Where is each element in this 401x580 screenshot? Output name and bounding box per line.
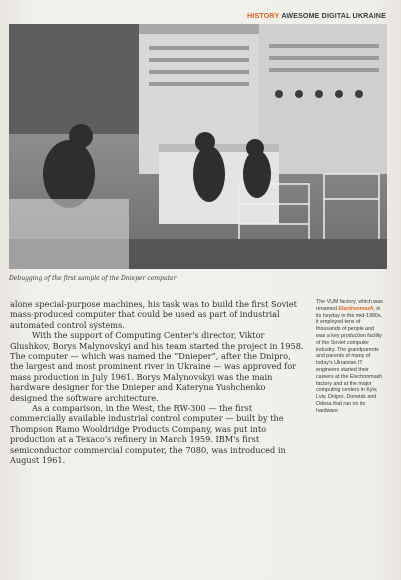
running-head <box>247 11 386 20</box>
sidebar-text-before: The VUM factory, which was renamed <box>316 299 383 312</box>
section-label: HISTORY <box>246 11 280 20</box>
sidebar-highlight: Electronmash <box>338 305 374 312</box>
sidebar-note <box>316 299 384 415</box>
historical-photo <box>9 24 387 269</box>
paragraph-3: As a comparison, in the West, the RW-300 — the first commercially available industrial control computer — built by the Thompson Ramo Wooldridge Products Company, was put into production at a Texaco's refinery in March 1959. IBM's first semiconductor commercial computer, the 7080, was introduced in August 1961. <box>10 403 286 466</box>
paragraph-2: With the support of Computing Center's director, Viktor Glushkov, Borys Malynovskyi and his team started the project in 1958. The computer — which was named the “Dnieper”, after the Dnipro, the largest and most prominent river in Ukraine — was approved for mass production in July 1961. Borys Malynovskyi was the main hardware designer for the Dnieper and Kateryna Yushchenko designed the software architecture. <box>10 330 304 403</box>
paragraph-1: alone special-purpose machines, his task was to build the first Soviet mass-produced computer that could be used as part of industrial automated control systems. <box>10 299 297 330</box>
publication-title: AWESOME DIGITAL UKRAINE <box>281 11 386 20</box>
photo-caption: Debugging of the first sample of the Dnieper computer <box>9 275 177 282</box>
sidebar-text-after: , in its heyday in the mid-1980s, it employed tens of thousands of people and was a key production facility of the Soviet computer industry. The grandparents and parents of many of today's Ukrainian IT engineers started their careers at the Electronmash factory and at the major computing centers in Kyiv, Lviv, Dnipro, Donetsk and Odesa that ran on its hardware <box>316 305 383 414</box>
photo-illustration <box>9 24 387 269</box>
article-body <box>10 299 304 466</box>
